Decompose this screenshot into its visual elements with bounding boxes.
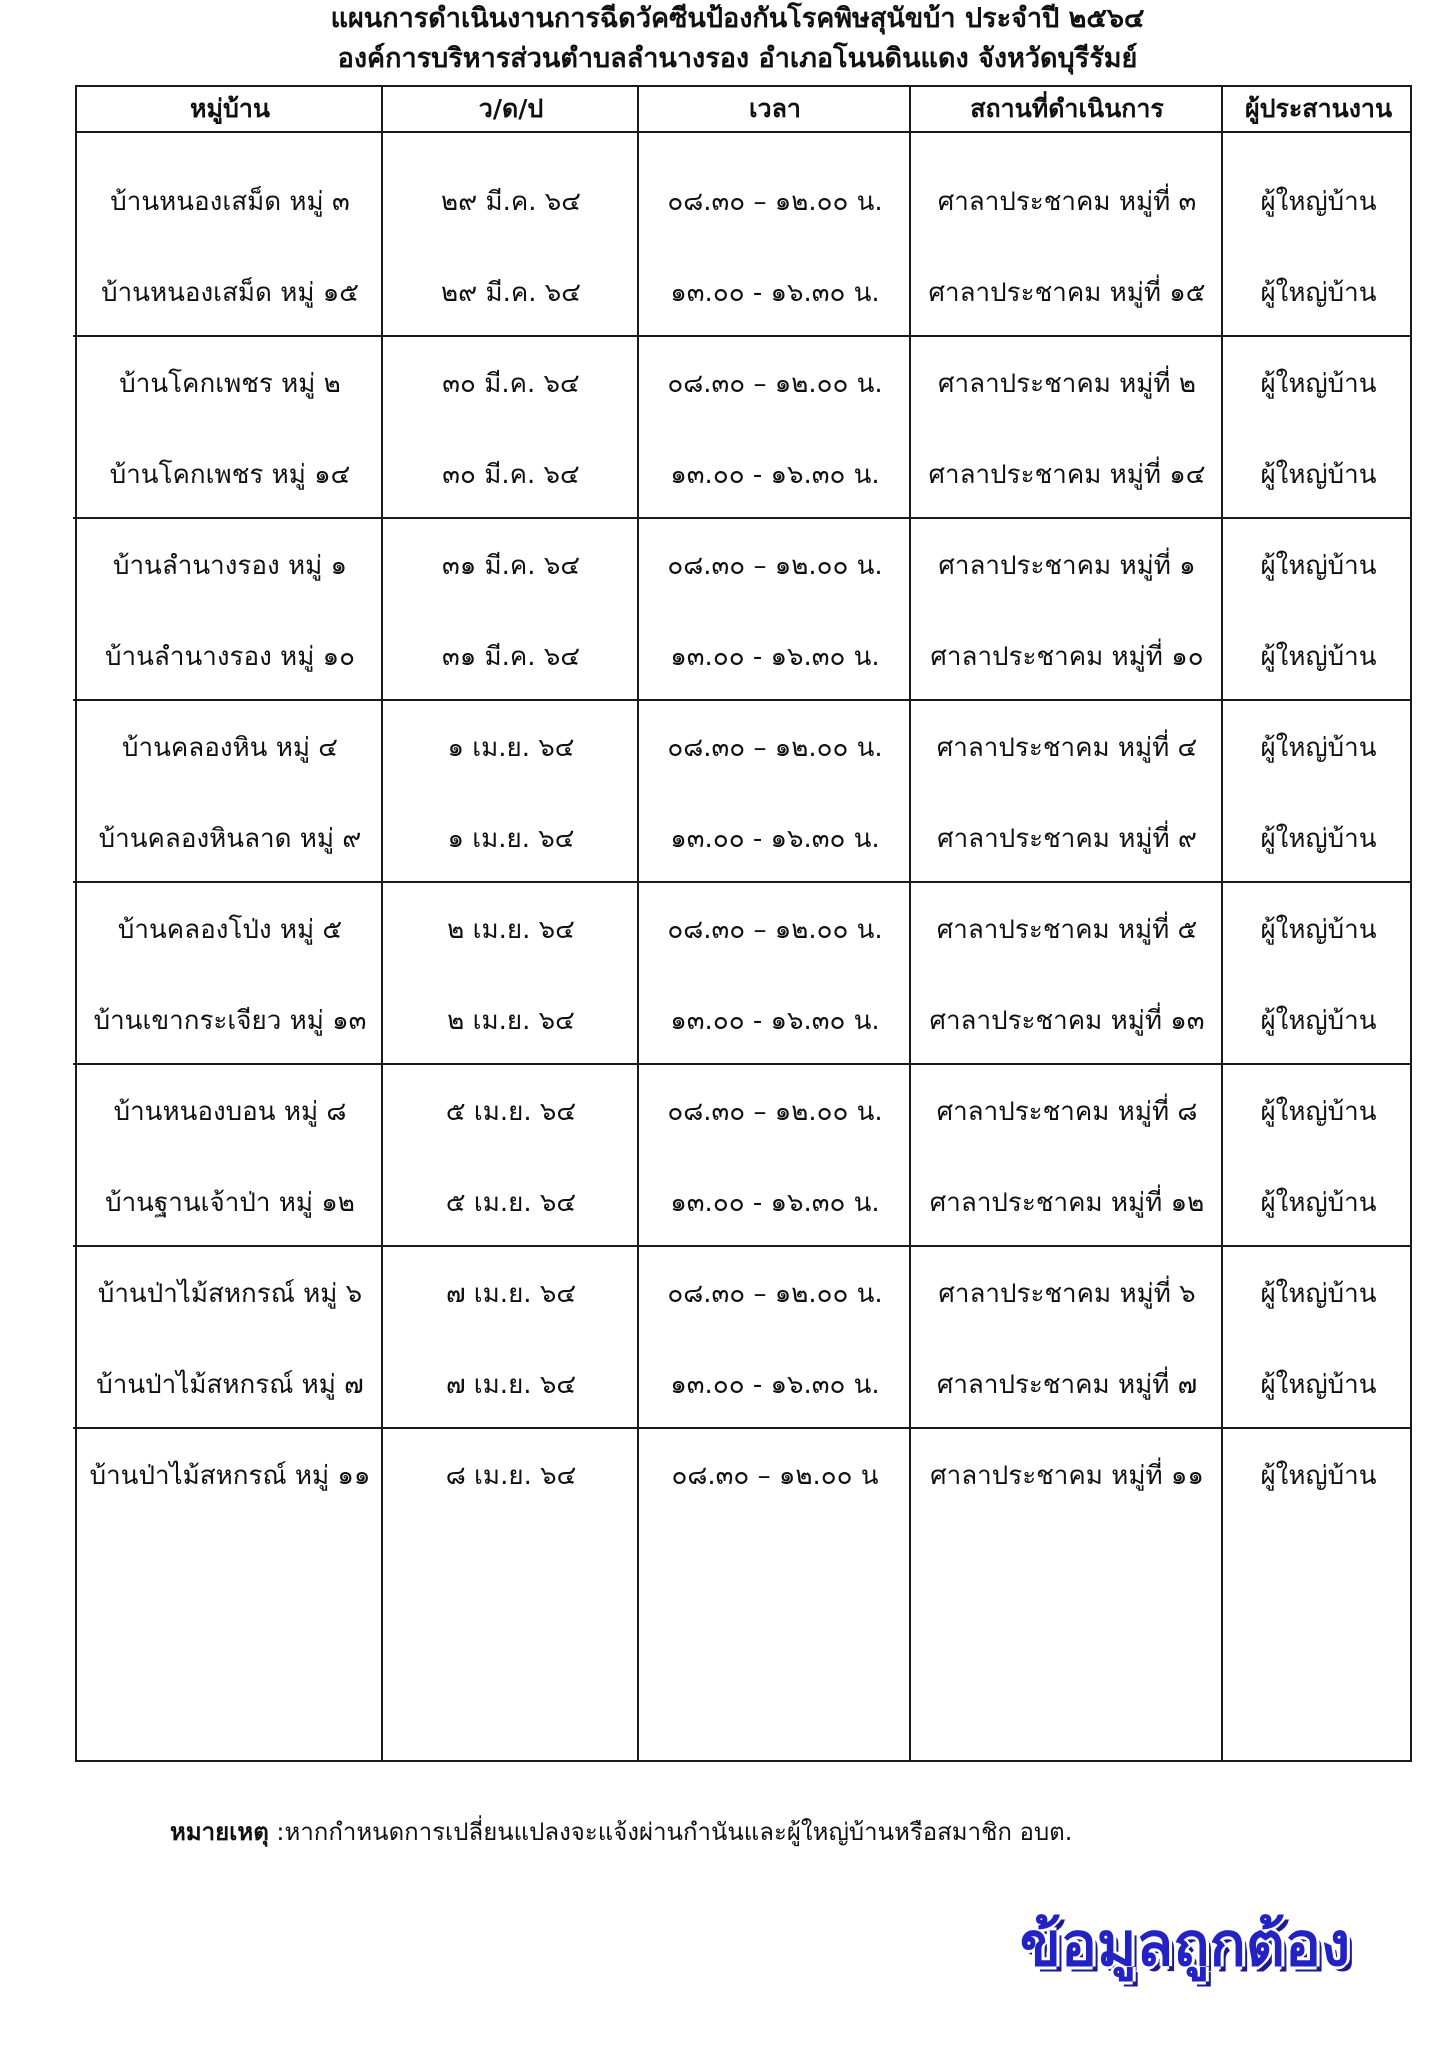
cell-coordinator: ผู้ใหญ่บ้าน	[1260, 733, 1377, 763]
row-group-divider	[73, 1245, 1412, 1247]
cell-time: ๐๘.๓๐ – ๑๒.๐๐ น	[671, 1461, 879, 1491]
cell-time: ๐๘.๓๐ – ๑๒.๐๐ น.	[667, 1097, 883, 1127]
cell-date: ๑ เม.ย. ๖๔	[447, 733, 575, 763]
cell-place: ศาลาประชาคม หมู่ที่ ๙	[937, 824, 1197, 854]
cell-coordinator: ผู้ใหญ่บ้าน	[1260, 1370, 1377, 1400]
cell-village: บ้านคลองหิน หมู่ ๔	[122, 733, 338, 763]
cell-coordinator: ผู้ใหญ่บ้าน	[1260, 187, 1377, 217]
cell-date: ๕ เม.ย. ๖๔	[445, 1188, 577, 1218]
cell-date: ๓๑ มี.ค. ๖๔	[441, 642, 581, 672]
cell-village: บ้านโคกเพชร หมู่ ๒	[119, 369, 341, 399]
row-group-divider	[73, 881, 1412, 883]
cell-village: บ้านป่าไม้สหกรณ์ หมู่ ๗	[96, 1370, 364, 1400]
header-time: เวลา	[749, 94, 801, 123]
cell-coordinator: ผู้ใหญ่บ้าน	[1260, 460, 1377, 490]
cell-place: ศาลาประชาคม หมู่ที่ ๑	[938, 551, 1196, 581]
cell-place: ศาลาประชาคม หมู่ที่ ๑๒	[929, 1188, 1205, 1218]
header-date: ว/ด/ป	[478, 94, 544, 123]
cell-coordinator: ผู้ใหญ่บ้าน	[1260, 1279, 1377, 1309]
cell-time: ๑๓.๐๐ - ๑๖.๓๐ น.	[670, 1370, 880, 1400]
cell-coordinator: ผู้ใหญ่บ้าน	[1260, 278, 1377, 308]
remark-text: :หากกำหนดการเปลี่ยนแปลงจะแจ้งผ่านกำนันและผู้ใหญ่บ้านหรือสมาชิก อบต.	[268, 1818, 1073, 1846]
cell-village: บ้านลำนางรอง หมู่ ๑	[112, 551, 348, 581]
cell-date: ๕ เม.ย. ๖๔	[445, 1097, 577, 1127]
cell-coordinator: ผู้ใหญ่บ้าน	[1260, 1188, 1377, 1218]
cell-time: ๐๘.๓๐ – ๑๒.๐๐ น.	[667, 369, 883, 399]
cell-date: ๒ เม.ย. ๖๔	[447, 1006, 575, 1036]
cell-village: บ้านฐานเจ้าป่า หมู่ ๑๒	[105, 1188, 355, 1218]
cell-village: บ้านป่าไม้สหกรณ์ หมู่ ๖	[97, 1279, 363, 1309]
cell-date: ๘ เม.ย. ๖๔	[445, 1461, 577, 1491]
cell-date: ๑ เม.ย. ๖๔	[447, 824, 575, 854]
cell-place: ศาลาประชาคม หมู่ที่ ๒	[938, 369, 1196, 399]
cell-time: ๑๓.๐๐ - ๑๖.๓๐ น.	[670, 1006, 880, 1036]
cell-village: บ้านหนองเสม็ด หมู่ ๓	[110, 187, 350, 217]
cell-village: บ้านลำนางรอง หมู่ ๑๐	[105, 642, 355, 672]
cell-coordinator: ผู้ใหญ่บ้าน	[1260, 1006, 1377, 1036]
header-village: หมู่บ้าน	[190, 94, 270, 123]
cell-place: ศาลาประชาคม หมู่ที่ ๘	[936, 1097, 1198, 1127]
cell-coordinator: ผู้ใหญ่บ้าน	[1260, 1097, 1377, 1127]
cell-place: ศาลาประชาคม หมู่ที่ ๑๕	[928, 278, 1206, 308]
cell-place: ศาลาประชาคม หมู่ที่ ๗	[936, 1370, 1198, 1400]
cell-time: ๑๓.๐๐ - ๑๖.๓๐ น.	[670, 278, 880, 308]
cell-time: ๐๘.๓๐ – ๑๒.๐๐ น.	[667, 187, 883, 217]
cell-place: ศาลาประชาคม หมู่ที่ ๖	[938, 1279, 1196, 1309]
cell-date: ๗ เม.ย. ๖๔	[445, 1370, 577, 1400]
cell-time: ๐๘.๓๐ – ๑๒.๐๐ น.	[667, 551, 883, 581]
cell-date: ๒๙ มี.ค. ๖๔	[441, 187, 581, 217]
cell-place: ศาลาประชาคม หมู่ที่ ๑๐	[930, 642, 1204, 672]
cell-place: ศาลาประชาคม หมู่ที่ ๑๓	[929, 1006, 1205, 1036]
row-group-divider	[73, 517, 1412, 519]
row-group-divider	[73, 1427, 1412, 1429]
cell-time: ๑๓.๐๐ - ๑๖.๓๐ น.	[670, 824, 880, 854]
cell-date: ๓๐ มี.ค. ๖๔	[442, 460, 580, 490]
cell-village: บ้านป่าไม้สหกรณ์ หมู่ ๑๑	[89, 1461, 371, 1491]
vaccination-schedule-table	[75, 85, 1412, 1762]
remark-note	[170, 1815, 1072, 1849]
document-title-line-2: องค์การบริหารส่วนตำบลลำนางรอง อำเภอโนนดินแดง จังหวัดบุรีรัมย์	[337, 43, 1138, 74]
remark-label: หมายเหตุ	[170, 1818, 269, 1846]
cell-village: บ้านหนองเสม็ด หมู่ ๑๕	[101, 278, 359, 308]
row-group-divider	[73, 335, 1412, 337]
cell-place: ศาลาประชาคม หมู่ที่ ๔	[936, 733, 1198, 763]
document-title-line-1: แผนการดำเนินงานการฉีดวัคซีนป้องกันโรคพิษสุนัขบ้า ประจำปี ๒๕๖๔	[330, 3, 1145, 34]
cell-time: ๐๘.๓๐ – ๑๒.๐๐ น.	[667, 1279, 883, 1309]
cell-time: ๐๘.๓๐ – ๑๒.๐๐ น.	[667, 733, 883, 763]
cell-date: ๗ เม.ย. ๖๔	[445, 1279, 577, 1309]
cell-coordinator: ผู้ใหญ่บ้าน	[1260, 824, 1377, 854]
cell-coordinator: ผู้ใหญ่บ้าน	[1260, 1461, 1377, 1491]
cell-time: ๑๓.๐๐ - ๑๖.๓๐ น.	[670, 642, 880, 672]
cell-village: บ้านหนองบอน หมู่ ๘	[113, 1097, 347, 1127]
table-header-row	[77, 87, 1410, 133]
cell-date: ๒๙ มี.ค. ๖๔	[441, 278, 581, 308]
cell-village: บ้านเขากระเจียว หมู่ ๑๓	[93, 1006, 367, 1036]
header-place: สถานที่ดำเนินการ	[970, 94, 1164, 123]
cell-date: ๓๐ มี.ค. ๖๔	[442, 369, 580, 399]
cell-time: ๑๓.๐๐ - ๑๖.๓๐ น.	[670, 1188, 880, 1218]
verified-stamp: ข้อมูลถูกต้อง	[1019, 1911, 1351, 1978]
cell-village: บ้านคลองโป่ง หมู่ ๕	[117, 915, 343, 945]
header-coordinator: ผู้ประสานงาน	[1244, 94, 1393, 123]
cell-coordinator: ผู้ใหญ่บ้าน	[1260, 551, 1377, 581]
cell-coordinator: ผู้ใหญ่บ้าน	[1260, 915, 1377, 945]
cell-place: ศาลาประชาคม หมู่ที่ ๑๑	[930, 1461, 1204, 1491]
cell-place: ศาลาประชาคม หมู่ที่ ๑๔	[928, 460, 1206, 490]
cell-place: ศาลาประชาคม หมู่ที่ ๓	[937, 187, 1197, 217]
cell-date: ๓๑ มี.ค. ๖๔	[441, 551, 581, 581]
row-group-divider	[73, 699, 1412, 701]
cell-time: ๐๘.๓๐ – ๑๒.๐๐ น.	[667, 915, 883, 945]
cell-coordinator: ผู้ใหญ่บ้าน	[1260, 642, 1377, 672]
cell-time: ๑๓.๐๐ - ๑๖.๓๐ น.	[670, 460, 880, 490]
cell-village: บ้านโคกเพชร หมู่ ๑๔	[109, 460, 351, 490]
cell-place: ศาลาประชาคม หมู่ที่ ๕	[936, 915, 1198, 945]
row-group-divider	[73, 1063, 1412, 1065]
cell-date: ๒ เม.ย. ๖๔	[447, 915, 575, 945]
cell-coordinator: ผู้ใหญ่บ้าน	[1260, 369, 1377, 399]
cell-village: บ้านคลองหินลาด หมู่ ๙	[98, 824, 362, 854]
